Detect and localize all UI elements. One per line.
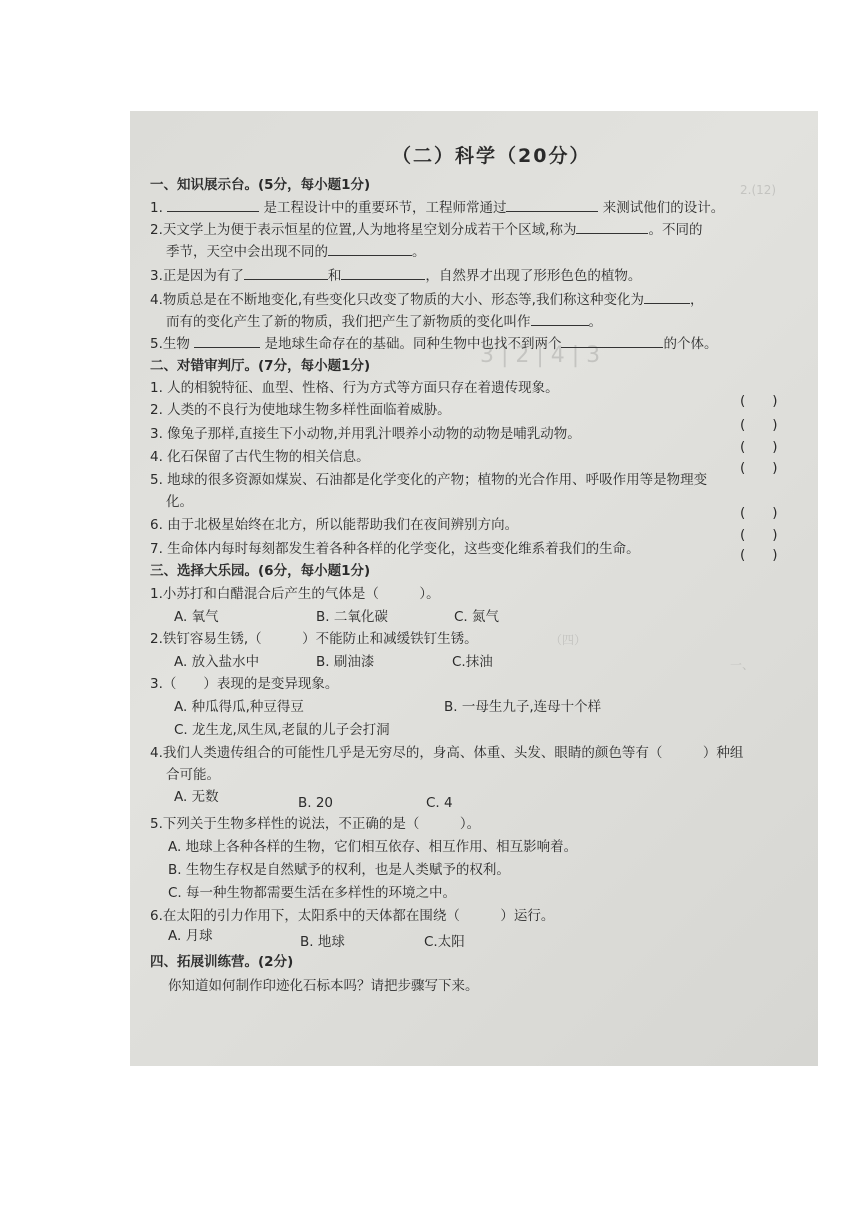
- s3-q2-option-a: A. 放入盐水中: [174, 654, 260, 670]
- section-heading-4: 四、拓展训练营。(2分): [150, 954, 294, 970]
- s3-q1-option-c: C. 氮气: [454, 609, 500, 625]
- s3-question-4: 4.我们人类遗传组合的可能性几乎是无穷尽的，身高、体重、头发、眼睛的颜色等有（ ）种组: [150, 745, 744, 761]
- s3-q6-option-c: C.太阳: [424, 934, 465, 950]
- bleed-through-mark: 3 | 2 | 4 | 3: [480, 343, 601, 368]
- s2-question-5-cont: 化。: [166, 494, 193, 510]
- s3-question-5: 5.下列关于生物多样性的说法，不正确的是（ ）。: [150, 816, 481, 832]
- s4-question: 你知道如何制作印迹化石标本吗？请把步骤写下来。: [168, 978, 479, 994]
- s2-question-6: 6. 由于北极星始终在北方，所以能帮助我们在夜间辨别方向。: [150, 517, 519, 533]
- answer-parenthesis[interactable]: ( ): [740, 460, 778, 476]
- answer-blank[interactable]: [506, 199, 598, 212]
- s3-q2-option-b: B. 刷油漆: [316, 654, 375, 670]
- s3-q3-option-c: C. 龙生龙,凤生凤,老鼠的儿子会打洞: [174, 722, 390, 738]
- s3-question-2: 2.铁钉容易生锈,（ ）不能防止和减缓铁钉生锈。: [150, 631, 478, 647]
- s1-question-2-cont: 季节，天空中会出现不同的 。: [166, 244, 426, 260]
- answer-parenthesis[interactable]: ( ): [740, 505, 778, 521]
- answer-parenthesis[interactable]: ( ): [740, 547, 778, 563]
- answer-blank[interactable]: [644, 291, 690, 304]
- s1-question-3: 3.正是因为有了 和 ，自然界才出现了形形色色的植物。: [150, 268, 642, 284]
- answer-blank[interactable]: [167, 199, 259, 212]
- s2-question-2: 2. 人类的不良行为使地球生物多样性面临着威胁。: [150, 402, 451, 418]
- answer-blank[interactable]: [576, 221, 648, 234]
- s1-question-1: 1. 是工程设计中的重要环节，工程师常通过 来测试他们的设计。: [150, 200, 725, 216]
- answer-parenthesis[interactable]: ( ): [740, 439, 778, 455]
- s2-question-4: 4. 化石保留了古代生物的相关信息。: [150, 449, 370, 465]
- s3-q5-option-b: B. 生物生存权是自然赋予的权利，也是人类赋予的权利。: [168, 862, 510, 878]
- s2-question-7: 7. 生命体内每时每刻都发生着各种各样的化学变化，这些变化维系着我们的生命。: [150, 541, 640, 557]
- s3-q1-option-a: A. 氧气: [174, 609, 219, 625]
- s3-q4-option-b: B. 20: [298, 795, 334, 811]
- answer-blank[interactable]: [561, 335, 663, 348]
- section-heading-3: 三、选择大乐园。(6分，每小题1分): [150, 563, 371, 579]
- s3-question-4-cont: 合可能。: [166, 767, 220, 783]
- answer-blank[interactable]: [341, 267, 425, 280]
- bleed-through-mark: 一、: [730, 658, 755, 672]
- answer-blank[interactable]: [244, 267, 328, 280]
- s1-question-4-cont: 而有的变化产生了新的物质，我们把产生了新物质的变化叫作 。: [166, 314, 602, 330]
- answer-blank[interactable]: [328, 243, 412, 256]
- s3-question-3: 3.（ ）表现的是变异现象。: [150, 676, 339, 692]
- bleed-through-mark: （四）: [550, 633, 587, 647]
- section-heading-2: 二、对错审判厅。(7分，每小题1分): [150, 358, 371, 374]
- answer-parenthesis[interactable]: ( ): [740, 527, 778, 543]
- s3-q3-option-a: A. 种瓜得瓜,种豆得豆: [174, 699, 304, 715]
- answer-blank[interactable]: [194, 335, 260, 348]
- s1-question-2: 2.天文学上为便于表示恒星的位置,人为地将星空划分成若干个区域,称为 。不同的: [150, 222, 703, 238]
- s2-question-1: 1. 人的相貌特征、血型、性格、行为方式等方面只存在着遗传现象。: [150, 380, 559, 396]
- section-heading-1: 一、知识展示台。(5分，每小题1分): [150, 177, 371, 193]
- s3-question-6: 6.在太阳的引力作用下，太阳系中的天体都在围绕（ ）运行。: [150, 908, 555, 924]
- s1-question-4: 4.物质总是在不断地变化,有些变化只改变了物质的大小、形态等,我们称这种变化为 ，: [150, 292, 704, 308]
- s3-q6-option-b: B. 地球: [300, 934, 345, 950]
- page-title: （二）科学（20分）: [392, 145, 591, 167]
- s3-q4-option-a: A. 无数: [174, 789, 219, 805]
- s3-q3-option-b: B. 一母生九子,连母十个样: [444, 699, 602, 715]
- s3-q1-option-b: B. 二氧化碳: [316, 609, 388, 625]
- answer-parenthesis[interactable]: ( ): [740, 393, 778, 409]
- s2-question-5: 5. 地球的很多资源如煤炭、石油都是化学变化的产物；植物的光合作用、呼吸作用等是物理变: [150, 472, 708, 488]
- scanned-photo: [130, 111, 818, 1066]
- bleed-through-mark: 2.(12): [740, 183, 777, 197]
- s1-question-5: 5.生物 是地球生命存在的基础。同种生物中也找不到两个 的个体。: [150, 336, 718, 352]
- s3-q4-option-c: C. 4: [426, 795, 453, 811]
- s3-q6-option-a: A. 月球: [168, 928, 213, 944]
- s3-question-1: 1.小苏打和白醋混合后产生的气体是（ ）。: [150, 586, 440, 602]
- answer-parenthesis[interactable]: ( ): [740, 417, 778, 433]
- s3-q2-option-c: C.抹油: [452, 654, 493, 670]
- s3-q5-option-a: A. 地球上各种各样的生物，它们相互依存、相互作用、相互影响着。: [168, 839, 578, 855]
- s3-q5-option-c: C. 每一种生物都需要生活在多样性的环境之中。: [168, 885, 457, 901]
- s2-question-3: 3. 像兔子那样,直接生下小动物,并用乳汁喂养小动物的动物是哺乳动物。: [150, 426, 581, 442]
- answer-blank[interactable]: [531, 313, 589, 326]
